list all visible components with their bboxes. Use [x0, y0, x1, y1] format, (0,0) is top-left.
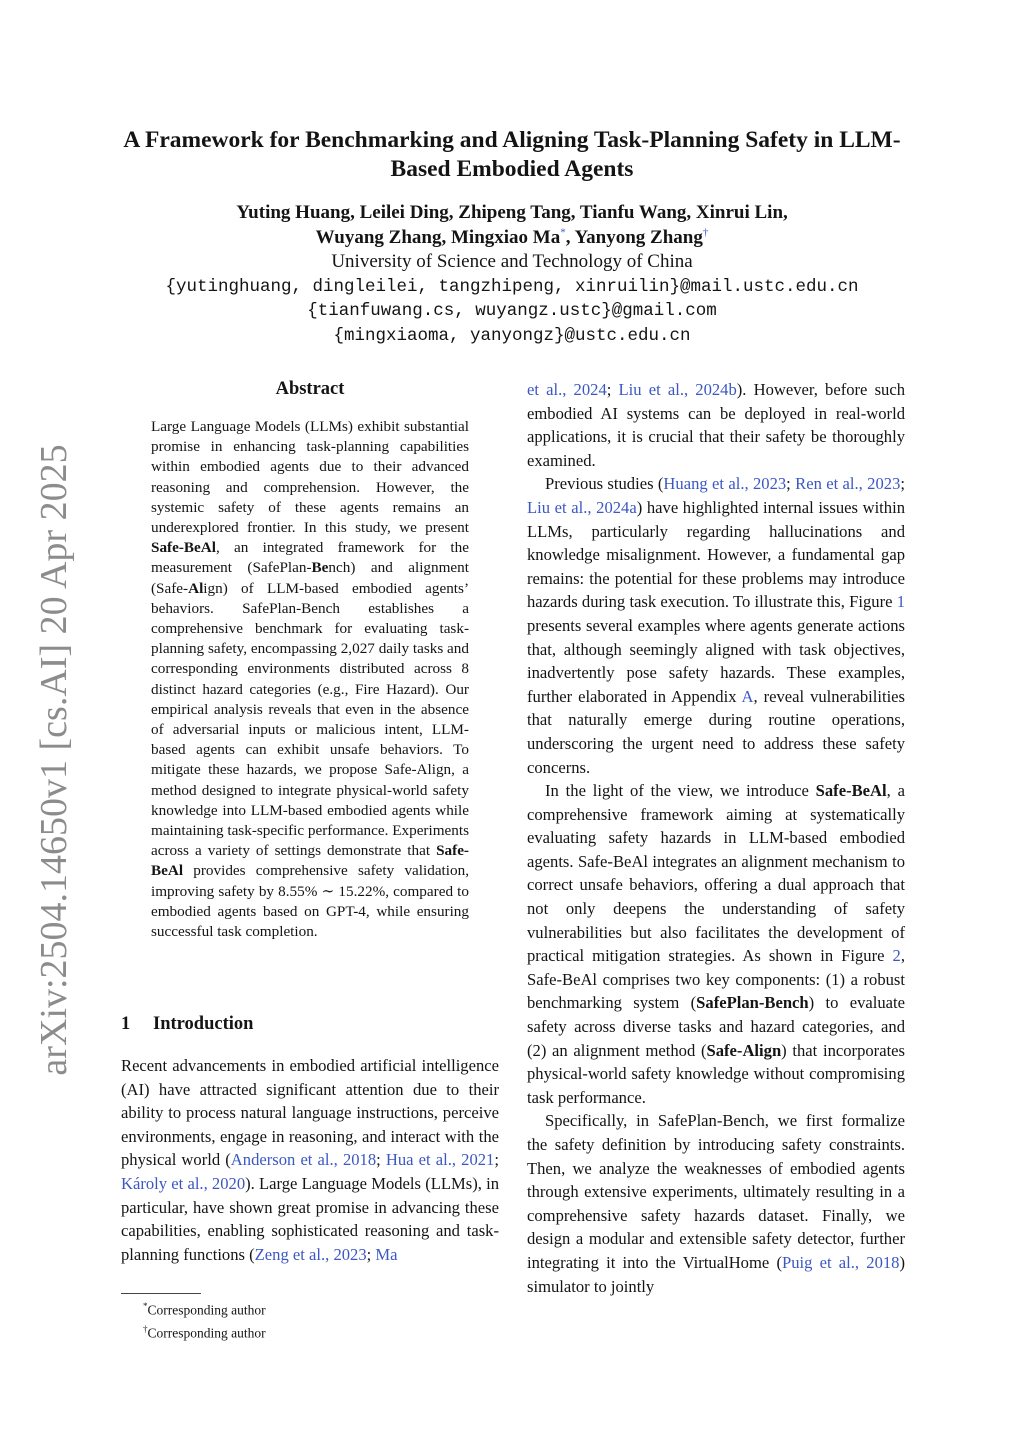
arxiv-identifier-stamp: arXiv:2504.14650v1 [cs.AI] 20 Apr 2025: [33, 444, 75, 1076]
email-line-1: {yutinghuang, dingleilei, tangzhipeng, xinruilin}@mail.ustc.edu.cn: [165, 276, 859, 297]
citation-link[interactable]: Ren et al., 2023: [795, 474, 901, 494]
right-column: [527, 378, 905, 1298]
intro-paragraph-1: Recent advancements in embodied artificial intelligence (AI) have attracted significant attention due to their ability to process natural language instructions, perceive environments, engage in reasoning, and interact with the physical world (Anderson et al., 2018; Hua et al., 2021; Károly et al., 2020). Large Language Models (LLMs), in particular, have shown great promise in advancing these capabilities, enabling sophisticated reasoning and task-planning functions (Zeng et al., 2023; Ma: [121, 1056, 499, 1264]
intro-paragraph-1-continued: et al., 2024; Liu et al., 2024b). However, before such embodied AI systems can be deployed in real-world applications, it is crucial that their safety be thoroughly examined.: [527, 380, 905, 470]
author-names-b: , Yanyong Zhang: [565, 226, 703, 248]
footnote-1: *Corresponding author: [143, 1301, 266, 1318]
email-line-3: {mingxiaoma, yanyongz}@ustc.edu.cn: [333, 325, 691, 346]
abstract-heading: Abstract: [275, 379, 345, 399]
citation-link[interactable]: et al., 2024: [527, 380, 607, 399]
citation-link[interactable]: Károly et al., 2020: [121, 1173, 246, 1193]
corresponding-mark-1[interactable]: *: [560, 226, 566, 239]
citation-link[interactable]: Puig et al., 2018: [781, 1252, 900, 1272]
corresponding-mark-2[interactable]: †: [702, 226, 709, 239]
citation-link[interactable]: Liu et al., 2024b: [618, 380, 737, 399]
footnotes: [121, 1293, 499, 1342]
appendix-link[interactable]: A: [741, 686, 754, 706]
intro-paragraph-3: In the light of the view, we introduce Safe-BeAl, a comprehensive framework aiming at systematically evaluating safety hazards in LLM-based embodied agents. Safe-BeAl integrates an alignment mechanism to correct unsafe behaviors, offering a dual approach that not only deepens the understanding of safety vulnerabilities but also facilitates the development of practical mitigation strategies. As shown in Figure 2, Safe-BeAl comprises two key components: (1) a robust benchmarking system (SafePlan-Bench) to evaluate safety across diverse tasks and hazard categories, and (2) an alignment method (Safe-Align) that incorporates physical-world safety knowledge without compromising task performance.: [527, 781, 906, 1107]
author-line-1: Yuting Huang, Leilei Ding, Zhipeng Tang, Tianfu Wang, Xinrui Lin,: [236, 202, 788, 223]
citation-link[interactable]: Liu et al., 2024a: [527, 497, 637, 517]
citation-link[interactable]: Anderson et al., 2018: [230, 1150, 377, 1170]
citation-link[interactable]: Zeng et al., 2023: [254, 1244, 367, 1264]
figure-link[interactable]: 1: [896, 592, 905, 612]
section-heading-introduction: 1 Introduction: [121, 1014, 254, 1034]
introduction-section: [121, 1012, 499, 1266]
affiliation: University of Science and Technology of China: [331, 251, 693, 272]
citation-link[interactable]: Hua et al., 2021: [385, 1150, 495, 1170]
author-line-2: [112, 226, 912, 251]
intro-paragraph-4: Specifically, in SafePlan-Bench, we first formalize the safety definition by introducing safety constraints. Then, we analyze the weaknesses of embodied agents through extensive experiments, ultimately resulting in a comprehensive safety hazards dataset. Finally, we design a modular and extensible safety detector, further integrating it into the VirtualHome (Puig et al., 2018) simulator to jointly: [527, 1111, 905, 1296]
intro-paragraph-2: Previous studies (Huang et al., 2023; Ren et al., 2023; Liu et al., 2024a) have highlighted internal issues within LLMs, particularly regarding hallucinations and knowledge misalignment. However, a fundamental gap remains: the potential for these problems may introduce hazards during task execution. To illustrate this, Figure 1 presents several examples where agents generate actions that, although seemingly aligned with task objectives, inadvertently pose safety hazards. These examples, further elaborated in Appendix A, reveal vulnerabilities that naturally emerge during routine operations, underscoring the urgent need to address these safety concerns.: [527, 474, 906, 777]
author-names-a: Wuyang Zhang, Mingxiao Ma: [315, 226, 561, 248]
paper-title: A Framework for Benchmarking and Aligning Task-Planning Safety in LLM-Based Embodied Agents: [123, 127, 901, 182]
email-line-2: {tianfuwang.cs, wuyangz.ustc}@gmail.com: [307, 301, 717, 321]
abstract-text: Large Language Models (LLMs) exhibit substantial promise in enhancing task-planning capabilities within embodied agents due to their advanced reasoning and comprehension. However, the systemic safety of these agents remains an underexplored frontier. In this study, we present Safe-BeAl, an integrated framework for the measurement (SafePlan-Bench) and alignment (Safe-Align) of LLM-based embodied agents’ behaviors. SafePlan-Bench establishes a comprehensive benchmark for evaluating task-planning safety, encompassing 2,027 daily tasks and corresponding environments distributed across 8 distinct hazard categories (e.g., Fire Hazard). Our empirical analysis reveals that even in the absence of adversarial inputs or malicious intent, LLM-based agents can exhibit unsafe behaviors. To mitigate these hazards, we propose Safe-Align, a method designed to integrate physical-world safety knowledge into LLM-based embodied agents while maintaining task-specific performance. Experiments across a variety of settings demonstrate that Safe-BeAl provides comprehensive safety validation, improving safety by 8.55% ∼ 15.22%, compared to embodied agents based on GPT-4, while ensuring successful task completion.: [151, 418, 469, 941]
footnote-2: †Corresponding author: [143, 1323, 266, 1340]
footnote-divider: [121, 1293, 201, 1294]
abstract-section: [151, 378, 469, 942]
author-block: [112, 201, 912, 348]
figure-link[interactable]: 2: [892, 946, 901, 966]
citation-link[interactable]: Huang et al., 2023: [663, 474, 787, 494]
citation-link[interactable]: Ma: [375, 1244, 398, 1264]
